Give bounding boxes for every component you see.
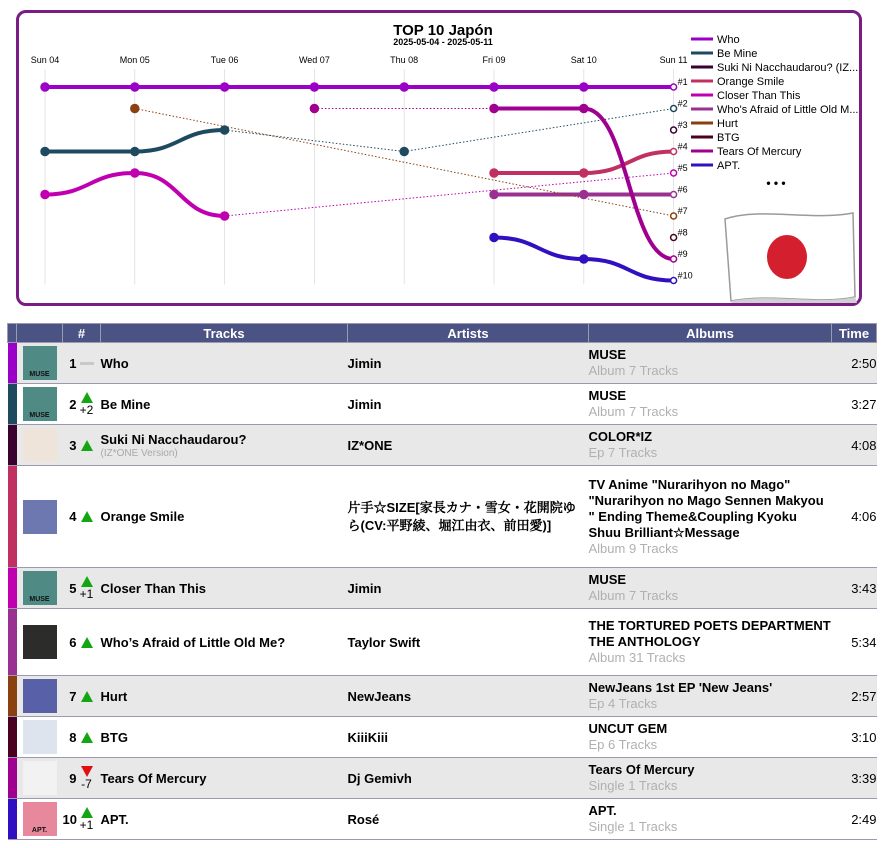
track-duration: 3:27 [851,396,877,412]
rank-movement [79,392,95,417]
track-name[interactable]: Orange Smile [100,509,185,524]
series-point[interactable] [671,127,677,133]
thumb-cell [17,676,63,717]
series-point[interactable] [310,83,318,91]
series-point[interactable] [131,148,139,156]
rank-up-icon [81,576,93,587]
album-name[interactable]: UNCUT GEM [588,721,668,736]
series-point[interactable] [221,83,229,91]
artist-name[interactable]: NewJeans [347,688,412,704]
thumb-cell [17,466,63,568]
rank-cell [63,799,101,840]
rank-number: 1 [69,355,77,371]
rank-up-icon [81,440,93,451]
series-point[interactable] [490,169,498,177]
track-name[interactable]: Suki Ni Nacchaudarou? [100,431,247,447]
series-point[interactable] [671,84,677,90]
series-point[interactable] [580,169,588,177]
day-label: Sat 10 [570,55,597,65]
rank-number: 8 [69,729,77,745]
album-info: Single 1 Tracks [588,778,678,793]
album-cover-image[interactable] [23,346,57,380]
album-info: Album 7 Tracks [588,588,679,603]
track-cell [101,676,348,717]
artist-cell [348,568,589,609]
table-row[interactable] [8,384,877,425]
album-cover-label: MUSE [29,596,50,603]
thumb-cell [17,568,63,609]
artist-name[interactable]: KiiiKiii [347,729,388,745]
album-cell [589,343,832,384]
rank-movement [79,637,95,648]
series-point[interactable] [131,169,139,177]
day-label: Fri 09 [482,55,506,65]
track-cell [101,758,348,799]
series-point[interactable] [580,191,588,199]
album-cover-image[interactable] [23,802,57,836]
rank-movement [79,511,95,522]
album-info: Ep 6 Tracks [588,737,658,752]
day-label: Sun 04 [30,55,60,65]
series-line [584,109,674,260]
time-cell [832,568,877,609]
artist-cell [348,676,589,717]
rank-label: #8 [677,227,688,238]
album-cell [589,425,832,466]
rank-number: 2 [69,396,77,412]
album-cover-image[interactable] [23,571,57,605]
series-point[interactable] [580,105,588,113]
thumb-cell [17,799,63,840]
rank-cell [63,609,101,676]
album-cell [589,717,832,758]
series-point[interactable] [310,105,318,113]
series-point[interactable] [41,191,49,199]
tracks-table [7,323,877,840]
album-info: Album 9 Tracks [588,540,679,556]
rank-movement [79,440,95,451]
album-cover-image[interactable] [23,679,57,713]
series-point[interactable] [490,83,498,91]
track-duration: 2:50 [851,355,877,371]
japan-flag-icon [725,213,857,303]
series-point[interactable] [400,83,408,91]
rank-number: 10 [62,811,77,827]
artist-cell [348,717,589,758]
rank-number: 9 [69,770,77,786]
thumb-cell [17,384,63,425]
album-info: Album 7 Tracks [588,363,679,378]
chart-title: TOP 10 Japón [393,22,493,39]
artist-name[interactable]: Taylor Swift [347,634,421,650]
rank-label: #5 [677,163,688,173]
track-duration: 4:08 [851,437,877,453]
series-point[interactable] [131,105,139,113]
rank-movement [79,766,95,791]
rank-number: 5 [69,580,77,596]
album-info: Ep 7 Tracks [588,445,658,460]
track-name[interactable]: Tears Of Mercury [100,770,207,786]
series-line [584,259,674,281]
artist-cell [348,343,589,384]
thumb-cell [17,343,63,384]
artist-name[interactable]: Jimin [347,355,382,371]
album-cell [589,568,832,609]
rank-label: #4 [677,141,688,152]
album-name[interactable]: MUSE [588,388,627,403]
time-cell [832,717,877,758]
track-cell [101,343,348,384]
track-name[interactable]: Be Mine [100,396,151,412]
artist-cell [348,466,589,568]
row-color-bar [8,568,17,609]
track-duration: 2:57 [851,688,877,704]
legend-item[interactable]: Who [717,34,740,46]
series-point[interactable] [131,83,139,91]
album-cell [589,758,832,799]
track-duration: 3:39 [851,770,877,786]
rank-movement-text: -7 [81,776,92,791]
header-rank[interactable]: # [63,324,101,343]
rank-movement-text: +2 [79,402,94,417]
thumb-cell [17,609,63,676]
album-cover-image[interactable] [23,625,57,659]
artist-cell [348,758,589,799]
track-cell [101,425,348,466]
artist-cell [348,799,589,840]
series-point[interactable] [580,255,588,263]
series-point[interactable] [221,126,229,134]
time-cell [832,425,877,466]
album-name[interactable]: MUSE [588,347,627,362]
album-cover-label: MUSE [29,412,50,419]
series-point[interactable] [221,212,229,220]
track-subtitle: (IZ*ONE Version) [100,447,178,459]
album-cover-label: MUSE [29,371,50,378]
rank-movement [79,732,95,743]
rank-cell [63,568,101,609]
rank-movement-text: +1 [79,586,94,601]
series-point[interactable] [671,149,677,155]
album-name[interactable]: TV Anime "Nurarihyon no Mago" "Nurarihyon no Mago Sennen Makyou " Ending Theme&Coupling Kyoku Shuu Brilliant☆Message [588,476,824,540]
header-artists[interactable]: Artists [348,324,589,343]
album-cell [589,466,832,568]
row-color-bar [8,758,17,799]
rank-cell [63,343,101,384]
rank-number: 3 [69,437,77,453]
header-time[interactable]: Time [832,324,877,343]
rank-up-icon [81,691,93,702]
series-point[interactable] [671,256,677,262]
rank-label: #10 [677,270,693,281]
row-color-bar [8,466,17,568]
series-point[interactable] [671,235,677,241]
rank-label: #9 [677,249,688,259]
album-cell [589,384,832,425]
time-cell [832,466,877,568]
rank-cell [63,676,101,717]
legend-item[interactable]: Be Mine [717,48,758,60]
chart-subtitle: 2025-05-04 - 2025-05-11 [393,37,493,47]
legend-more: • • • [766,176,786,190]
series-line [494,238,584,260]
series-point[interactable] [671,170,677,176]
day-label: Tue 06 [210,55,239,65]
time-cell [832,384,877,425]
legend-item[interactable]: Tears Of Mercury [717,146,802,158]
rank-movement [79,691,95,702]
track-name[interactable]: BTG [100,729,128,745]
album-info: Album 31 Tracks [588,650,686,665]
rank-label: #6 [677,184,688,195]
track-cell [101,799,348,840]
album-name[interactable]: APT. [588,803,617,818]
row-color-bar [8,343,17,384]
row-color-bar [8,609,17,676]
artist-cell [348,384,589,425]
table-row[interactable] [8,568,877,609]
row-color-bar [8,799,17,840]
table-row[interactable] [8,676,877,717]
album-cover-image[interactable] [23,720,57,754]
table-row[interactable] [8,425,877,466]
track-name[interactable]: Hurt [100,688,128,704]
day-label: Sun 11 [659,55,688,65]
series-point[interactable] [671,192,677,198]
series-point[interactable] [41,83,49,91]
rank-up-icon [81,392,93,403]
table-row[interactable] [8,609,877,676]
rank-label: #7 [677,206,688,216]
album-cover-label: APT. [31,827,48,834]
table-row[interactable] [8,799,877,840]
legend-item[interactable]: Suki Ni Nacchaudarou? (IZ... [717,62,859,74]
rank-label: #3 [677,120,688,130]
legend-item[interactable]: Orange Smile [717,76,785,88]
rank-up-icon [81,732,93,743]
album-cover-image[interactable] [23,761,57,795]
album-info: Single 1 Tracks [588,819,678,834]
album-cover-image[interactable] [23,428,57,462]
album-cell [589,609,832,676]
time-cell [832,609,877,676]
album-name[interactable]: MUSE [588,572,627,587]
header-tracks[interactable]: Tracks [101,324,348,343]
track-cell [101,466,348,568]
track-duration: 2:49 [851,811,877,827]
time-cell [832,676,877,717]
artist-name[interactable]: Rosé [347,811,380,827]
row-color-bar [8,425,17,466]
legend-item[interactable]: BTG [717,132,740,144]
time-cell [832,758,877,799]
day-label: Thu 08 [390,55,419,65]
rank-same-icon [80,362,94,365]
artist-name[interactable]: Jimin [347,396,382,412]
legend-item[interactable]: Hurt [717,118,738,130]
header-thumb [17,324,63,343]
artist-name[interactable]: IZ*ONE [347,437,393,453]
thumb-cell [17,717,63,758]
table-row[interactable] [8,758,877,799]
track-name[interactable]: Who’s Afraid of Little Old Me? [100,634,286,650]
track-cell [101,717,348,758]
thumb-cell [17,758,63,799]
rank-movement [79,807,95,832]
rank-label: #1 [677,77,688,87]
series-point[interactable] [671,278,677,284]
series-point[interactable] [580,83,588,91]
track-duration: 5:34 [851,634,877,650]
rank-number: 7 [69,688,77,704]
table-row[interactable] [8,343,877,384]
series-point[interactable] [41,148,49,156]
series-point[interactable] [671,106,677,112]
track-cell [101,384,348,425]
time-cell [832,343,877,384]
track-name[interactable]: Closer Than This [100,580,206,596]
artist-cell [348,609,589,676]
series-point[interactable] [671,213,677,219]
rank-label: #2 [677,98,688,109]
legend-item[interactable]: Closer Than This [717,90,801,102]
artist-name[interactable]: Dj Gemivh [347,770,412,786]
legend-item[interactable]: Who's Afraid of Little Old M... [717,104,859,116]
rank-cell [63,466,101,568]
album-cell [589,799,832,840]
album-name[interactable]: COLOR*IZ [588,429,653,444]
rank-cell [63,384,101,425]
artist-name[interactable]: 片手☆SIZE[家長カナ・雪女・花開院ゆら(CV:平野綾、堀江由衣、前田愛)] [347,499,576,533]
header-color [8,324,17,343]
album-cover-image[interactable] [23,500,57,534]
album-name[interactable]: NewJeans 1st EP 'New Jeans' [588,680,773,695]
table-header [8,324,877,343]
row-color-bar [8,717,17,758]
rank-cell [63,425,101,466]
rank-up-icon [81,637,93,648]
row-color-bar [8,676,17,717]
rank-chart [19,13,859,303]
album-info: Album 7 Tracks [588,404,679,419]
track-name[interactable]: APT. [100,811,129,827]
track-duration: 4:06 [851,509,877,524]
album-name[interactable]: THE TORTURED POETS DEPARTMENT THE ANTHOLOGY [588,618,831,649]
rank-cell [63,717,101,758]
header-albums[interactable]: Albums [589,324,832,343]
rank-cell [63,758,101,799]
legend-item[interactable]: APT. [717,160,741,172]
series-line [135,130,225,152]
album-cell [589,676,832,717]
series-point[interactable] [490,191,498,199]
album-name[interactable]: Tears Of Mercury [588,762,695,777]
rank-up-icon [81,511,93,522]
rank-number: 6 [69,634,77,650]
day-label: Wed 07 [298,55,330,65]
day-label: Mon 05 [119,55,150,65]
track-duration: 3:10 [851,729,877,745]
track-cell [101,609,348,676]
track-duration: 3:43 [851,580,877,596]
series-line [45,173,135,195]
chart-card [16,10,862,306]
time-cell [832,799,877,840]
artist-name[interactable]: Jimin [347,580,382,596]
series-point[interactable] [490,105,498,113]
rank-up-icon [81,807,93,818]
series-point[interactable] [400,148,408,156]
track-cell [101,568,348,609]
series-line [135,173,225,216]
series-point[interactable] [490,234,498,242]
series-gap-line [404,109,673,152]
album-cover-image[interactable] [23,387,57,421]
rank-movement [79,361,95,365]
series-line [584,152,674,174]
thumb-cell [17,425,63,466]
table-row[interactable] [8,717,877,758]
table-row[interactable] [8,466,877,568]
rank-movement-text: +1 [79,817,94,832]
track-name[interactable]: Who [100,355,129,371]
rank-down-icon [81,766,93,777]
artist-cell [348,425,589,466]
album-info: Ep 4 Tracks [588,696,658,711]
rank-number: 4 [69,509,77,524]
row-color-bar [8,384,17,425]
rank-movement [79,576,95,601]
